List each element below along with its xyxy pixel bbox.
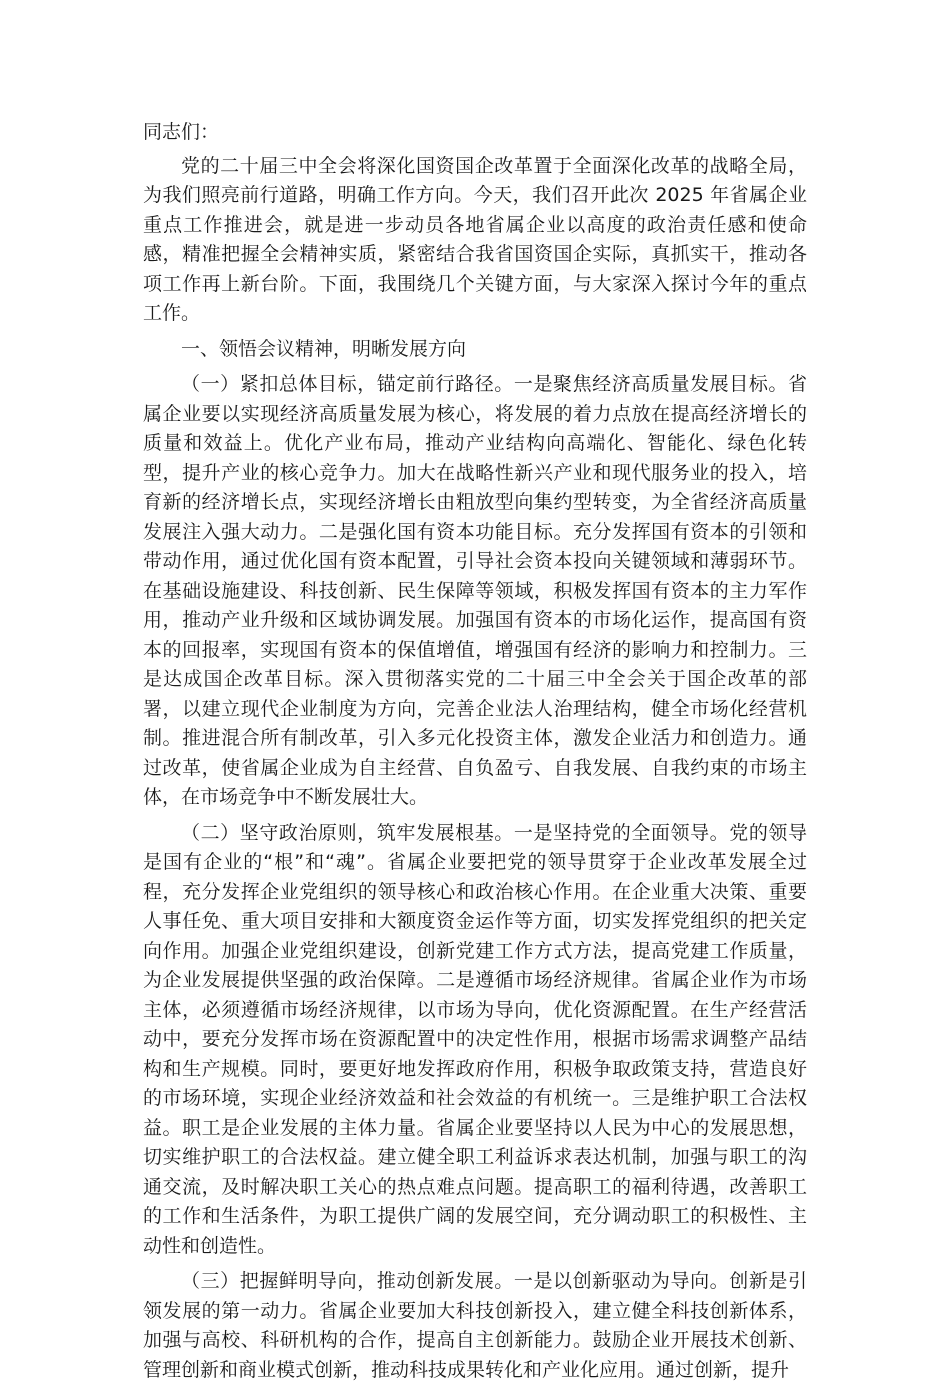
intro-paragraph: 党的二十届三中全会将深化国资国企改革置于全面深化改革的战略全局，为我们照亮前行道路，明确工作方向。今天，我们召开此次 2025 年省属企业重点工作推进会，就是进一步动员各地省属企业以高度的政治责任感和使命感，精准把握全会精神实质，紧密结合我省国资国企实际，真抓实干，推动各项工作再上新台阶。下面，我围绕几个关键方面，与大家深入探讨今年的重点工作。 [143, 154, 807, 324]
section-heading-1: 一、领悟会议精神，明晰发展方向 [181, 337, 467, 360]
salutation: 同志们： [143, 121, 220, 143]
paragraph-3: （三）把握鲜明导向，推动创新发展。一是以创新驱动为导向。创新是引领发展的第一动力。省属企业要加大科技创新投入，建立健全科技创新体系，加强与高校、科研机构的合作，提高自主创新能力。鼓励企业开展技术创新、管理创新和商业模式创新，推动科技成果转化和产业化应用。通过创新，提升 [143, 1270, 807, 1381]
paragraph-2: （二）坚守政治原则，筑牢发展根基。一是坚持党的全面领导。党的领导是国有企业的“根”和“魂”。省属企业要把党的领导贯穿于企业改革发展全过程，充分发挥企业党组织的领导核心和政治核心作用。在企业重大决策、重要人事任免、重大项目安排和大额度资金运作等方面，切实发挥党组织的把关定向作用。加强企业党组织建设，创新党建工作方式方法，提高党建工作质量，为企业发展提供坚强的政治保障。二是遵循市场经济规律。省属企业作为市场主体，必须遵循市场经济规律，以市场为导向，优化资源配置。在生产经营活动中，要充分发挥市场在资源配置中的决定性作用，根据市场需求调整产品结构和生产规模。同时，要更好地发挥政府作用，积极争取政策支持，营造良好的市场环境，实现企业经济效益和社会效益的有机统一。三是维护职工合法权益。职工是企业发展的主体力量。省属企业要坚持以人民为中心的发展思想，切实维护职工的合法权益。建立健全职工利益诉求表达机制，加强与职工的沟通交流，及时解决职工关心的热点难点问题。提高职工的福利待遇，改善职工的工作和生活条件，为职工提供广阔的发展空间，充分调动职工的积极性、主动性和创造性。 [143, 821, 807, 1257]
paragraph-1: （一）紧扣总体目标，锚定前行路径。一是聚焦经济高质量发展目标。省属企业要以实现经济高质量发展为核心，将发展的着力点放在提高经济增长的质量和效益上。优化产业布局，推动产业结构向高端化、智能化、绿色化转型，提升产业的核心竞争力。加大在战略性新兴产业和现代服务业的投入，培育新的经济增长点，实现经济增长由粗放型向集约型转变，为全省经济高质量发展注入强大动力。二是强化国有资本功能目标。充分发挥国有资本的引领和带动作用，通过优化国有资本配置，引导社会资本投向关键领域和薄弱环节。在基础设施建设、科技创新、民生保障等领域，积极发挥国有资本的主力军作用，推动产业升级和区域协调发展。加强国有资本的市场化运作，提高国有资本的回报率，实现国有资本的保值增值，增强国有经济的影响力和控制力。三是达成国企改革目标。深入贯彻落实党的二十届三中全会关于国企改革的部署，以建立现代企业制度为方向，完善企业法人治理结构，健全市场化经营机制。推进混合所有制改革，引入多元化投资主体，激发企业活力和创造力。通过改革，使省属企业成为自主经营、自负盈亏、自我发展、自我约束的市场主体，在市场竞争中不断发展壮大。 [143, 373, 807, 808]
